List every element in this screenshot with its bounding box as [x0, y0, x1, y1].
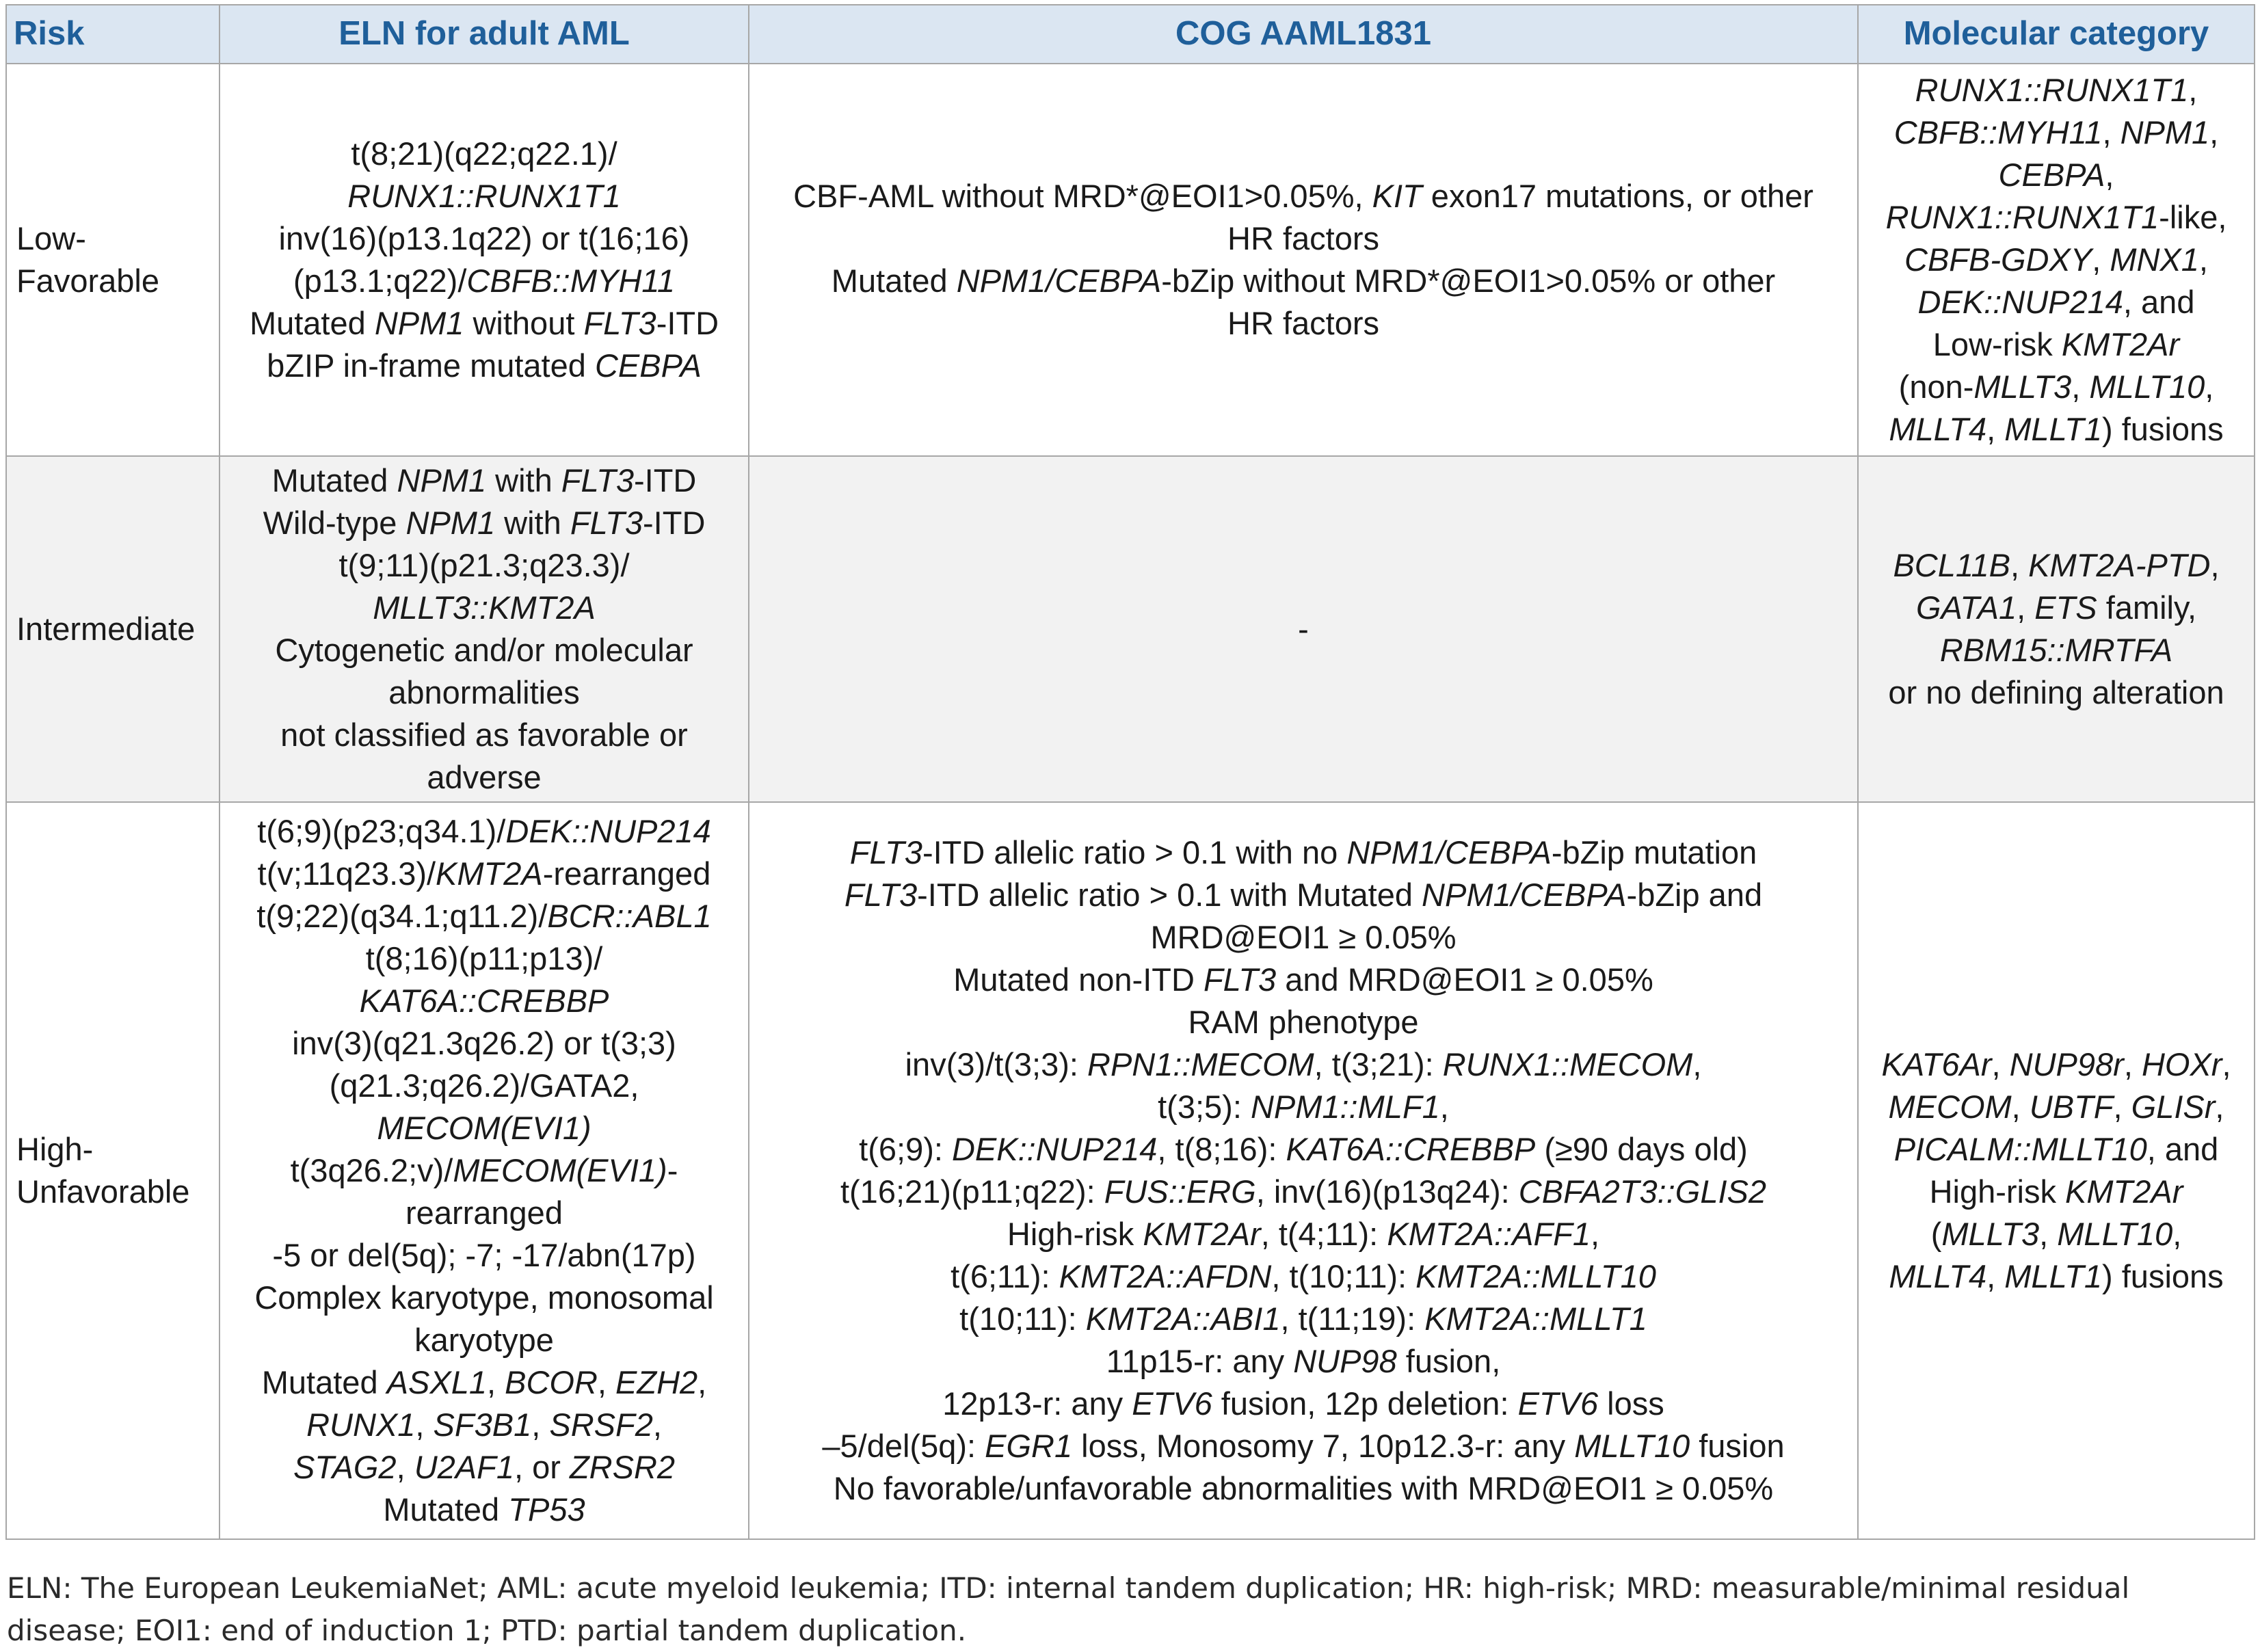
text-segment: Mutated [261, 1364, 387, 1400]
text-segment: , [1692, 1046, 1702, 1082]
text-segment: , [1991, 1046, 2010, 1082]
text-segment: loss [1598, 1385, 1664, 1422]
text-segment: , [415, 1407, 434, 1443]
cell-line [224, 260, 744, 302]
text-segment: , [486, 1364, 505, 1400]
text-segment: ) fusions [2102, 411, 2224, 447]
cell-line [224, 345, 744, 387]
gene-name: RUNX1 [306, 1407, 416, 1443]
cell-line [224, 459, 744, 502]
gene-name: CEBPA [594, 347, 702, 384]
text-segment: 12p13-r: any [942, 1385, 1132, 1422]
text-segment: –5/del(5q): [822, 1428, 985, 1464]
text-segment: (q21.3;q26.2)/GATA2, [329, 1067, 639, 1104]
gene-name: RUNX1::RUNX1T1 [347, 178, 621, 214]
gene-name: STAG2 [293, 1449, 397, 1485]
cell-line [754, 1086, 1853, 1128]
cell-line [1863, 69, 2250, 111]
molecular-cell [1858, 456, 2255, 802]
text-segment: t(6;11): [950, 1258, 1059, 1294]
text-segment: , [2011, 1089, 2030, 1125]
text-segment: (p13.1;q22)/ [293, 263, 467, 299]
gene-name: NPM1::MLF1 [1250, 1089, 1440, 1125]
cell-line [224, 1065, 744, 1107]
text-segment: t(8;16)(p11;p13)/ [365, 940, 603, 976]
text-segment: (non- [1898, 369, 1974, 405]
text-segment: Mutated [831, 263, 957, 299]
text-segment: loss, Monosomy 7, 10p12.3-r: any [1072, 1428, 1575, 1464]
gene-name: ETV6 [1132, 1385, 1212, 1422]
risk-cell [6, 802, 220, 1539]
text-segment: , and [2123, 284, 2195, 320]
text-segment: Mutated [249, 305, 375, 341]
gene-name: NUP98r [2009, 1046, 2124, 1082]
cell-line [1863, 239, 2250, 281]
gene-name: BCR::ABL1 [547, 898, 712, 934]
cell-line [1863, 196, 2250, 239]
gene-name: FUS::ERG [1104, 1173, 1256, 1210]
gene-name: CEBPA [1998, 157, 2105, 193]
gene-name: UBTF [2029, 1089, 2114, 1125]
gene-name: KAT6Ar [1881, 1046, 1992, 1082]
text-segment: , and [2146, 1131, 2219, 1167]
cell-line [224, 1319, 744, 1361]
text-segment: , t(11;19): [1280, 1301, 1425, 1337]
text-segment: or no defining alteration [1888, 674, 2224, 710]
text-segment: Wild-type [263, 505, 406, 541]
cog-cell [749, 456, 1858, 802]
text-segment: t(10;11): [959, 1301, 1086, 1337]
text-segment: fusion, [1396, 1343, 1501, 1379]
text-segment: -bZip mutation [1551, 834, 1757, 870]
cell-line [754, 1425, 1853, 1467]
text-segment: family, [2097, 589, 2197, 626]
text-segment: , [697, 1364, 707, 1400]
cell-line [224, 1022, 744, 1065]
gene-name: HOXr [2141, 1046, 2222, 1082]
header-risk: Risk [6, 5, 220, 64]
text-segment: fusion, 12p deletion: [1212, 1385, 1518, 1422]
text-segment: High-risk [1007, 1216, 1143, 1252]
text-segment: Low-risk [1932, 326, 2062, 362]
cell-line [1863, 1086, 2250, 1128]
text-segment: Intermediate [16, 611, 196, 647]
gene-name: NPM1 [397, 462, 487, 498]
cell-line [224, 853, 744, 895]
gene-name: MLLT1 [2004, 411, 2103, 447]
cell-line [754, 175, 1853, 217]
gene-name: MLLT10 [2057, 1216, 2173, 1252]
gene-name: KMT2Ar [2065, 1173, 2183, 1210]
cell-line [224, 1277, 744, 1319]
molecular-cell [1858, 64, 2255, 456]
table-row-intermediate [6, 456, 2255, 802]
gene-name: TP53 [508, 1491, 585, 1528]
cell-line [754, 1340, 1853, 1383]
gene-name: MLLT4 [1889, 411, 1987, 447]
cell-line [754, 959, 1853, 1001]
cell-line [754, 1001, 1853, 1043]
table-row-low-favorable [6, 64, 2255, 456]
text-segment: -ITD [643, 505, 706, 541]
gene-name: NPM1/CEBPA [956, 263, 1162, 299]
cell-line [224, 1192, 744, 1234]
text-segment: t(8;21)(q22;q22.1)/ [351, 135, 617, 172]
cell-line [1863, 111, 2250, 154]
gene-name: ETV6 [1517, 1385, 1599, 1422]
cell-line [1863, 1255, 2250, 1298]
text-segment: -ITD [656, 305, 719, 341]
gene-name: NPM1 [406, 505, 496, 541]
text-segment: , [2210, 547, 2220, 583]
text-segment: , [2209, 114, 2219, 150]
cell-line [224, 980, 744, 1022]
cell-line [1863, 1213, 2250, 1255]
gene-name: RPN1::MECOM [1087, 1046, 1314, 1082]
cell-line [224, 1234, 744, 1277]
text-segment: HR factors [1227, 220, 1379, 256]
cell-line [224, 217, 744, 260]
cell-line [754, 1383, 1853, 1425]
text-segment: No favorable/unfavorable abnormalities with MRD@EOI1 ≥ 0.05% [833, 1470, 1774, 1506]
text-segment: , [2172, 1216, 2182, 1252]
gene-name: NPM1/CEBPA [1346, 834, 1552, 870]
cell-line [16, 260, 215, 302]
gene-name: CBFB::MYH11 [466, 263, 676, 299]
cell-line [16, 1171, 215, 1213]
gene-name: KMT2A::MLLT10 [1415, 1258, 1656, 1294]
text-segment: , [1591, 1216, 1600, 1252]
gene-name: GLISr [2131, 1089, 2216, 1125]
cell-line [1863, 671, 2250, 714]
text-segment: -ITD allelic ratio > 0.1 with no [922, 834, 1347, 870]
text-segment: MRD@EOI1 ≥ 0.05% [1150, 919, 1457, 955]
text-segment: -ITD [634, 462, 697, 498]
text-segment: abnormalities [388, 674, 580, 710]
text-segment: , [597, 1364, 616, 1400]
cell-line [1863, 366, 2250, 408]
text-segment: , [2039, 1216, 2058, 1252]
text-segment: -bZip and [1626, 877, 1763, 913]
text-segment: inv(3)(q21.3q26.2) or t(3;3) [292, 1025, 676, 1061]
text-segment: t(3;5): [1158, 1089, 1251, 1125]
cell-line [754, 1255, 1853, 1298]
text-segment: -ITD allelic ratio > 0.1 with Mutated [917, 877, 1422, 913]
gene-name: FLT3 [849, 834, 922, 870]
text-segment: , [2105, 157, 2114, 193]
text-segment: , [2215, 1089, 2224, 1125]
cell-line [224, 1404, 744, 1446]
cell-line [1863, 587, 2250, 629]
cell-line [224, 587, 744, 629]
gene-name: KMT2Ar [1143, 1216, 1261, 1252]
cell-line [224, 502, 744, 544]
gene-name: MLLT3::KMT2A [373, 589, 596, 626]
gene-name: BCOR [505, 1364, 598, 1400]
cog-cell [749, 802, 1858, 1539]
gene-name: FLT3 [583, 305, 656, 341]
gene-name: SRSF2 [549, 1407, 653, 1443]
cell-line [1863, 629, 2250, 671]
gene-name: RUNX1::MECOM [1442, 1046, 1693, 1082]
eln-cell [220, 456, 749, 802]
text-segment: exon17 mutations, or other [1422, 178, 1813, 214]
cell-line [224, 1361, 744, 1404]
gene-name: EGR1 [985, 1428, 1073, 1464]
text-segment: CBF-AML without MRD*@EOI1>0.05%, [793, 178, 1372, 214]
table-row-high-unfavorable [6, 802, 2255, 1539]
gene-name: MLLT1 [2004, 1258, 2103, 1294]
text-segment: t(6;9)(p23;q34.1)/ [257, 813, 506, 849]
text-segment: , [2092, 241, 2110, 278]
text-segment: High-risk [1929, 1173, 2066, 1210]
risk-cell [6, 456, 220, 802]
text-segment: , [1986, 1258, 2005, 1294]
gene-name: RUNX1::RUNX1T1 [1915, 72, 2189, 108]
gene-name: EZH2 [615, 1364, 698, 1400]
cell-line [224, 714, 744, 756]
text-segment: , [652, 1407, 662, 1443]
gene-name: MECOM [1888, 1089, 2012, 1125]
table-header-row [6, 5, 2255, 64]
text-segment: , [1439, 1089, 1449, 1125]
text-segment: Favorable [16, 263, 159, 299]
text-segment: , t(3;21): [1314, 1046, 1443, 1082]
gene-name: FLT3 [570, 505, 643, 541]
gene-name: KIT [1372, 178, 1422, 214]
gene-name: BCL11B [1893, 547, 2011, 583]
text-segment: with [495, 505, 570, 541]
text-segment: , [531, 1407, 550, 1443]
gene-name: GATA1 [1915, 589, 2017, 626]
gene-name: SF3B1 [433, 1407, 532, 1443]
text-segment: inv(3)/t(3;3): [905, 1046, 1088, 1082]
cell-line [754, 874, 1853, 916]
gene-name: RBM15::MRTFA [1939, 632, 2173, 668]
text-segment: Mutated [383, 1491, 509, 1528]
text-segment: -rearranged [542, 855, 711, 892]
text-segment: , [2222, 1046, 2231, 1082]
text-segment: , [2102, 114, 2121, 150]
gene-name: MLLT3 [1973, 369, 2072, 405]
cell-line [754, 1043, 1853, 1086]
cell-line [224, 895, 744, 937]
gene-name: KMT2Ar [2061, 326, 2180, 362]
cell-line [754, 1171, 1853, 1213]
cell-line [754, 1213, 1853, 1255]
text-segment: with [486, 462, 561, 498]
text-segment: , or [514, 1449, 570, 1485]
text-segment: , [2010, 547, 2029, 583]
gene-name: MLLT4 [1889, 1258, 1987, 1294]
cell-line [16, 1128, 215, 1171]
gene-name: RUNX1::RUNX1T1 [1885, 199, 2159, 235]
text-segment: t(9;22)(q34.1;q11.2)/ [256, 898, 548, 934]
text-segment: t(v;11q23.3)/ [257, 855, 436, 892]
gene-name: U2AF1 [414, 1449, 514, 1485]
gene-name: ZRSR2 [569, 1449, 676, 1485]
gene-name: DEK::NUP214 [951, 1131, 1158, 1167]
cell-line [1863, 1043, 2250, 1086]
table-footnote: ELN: The European LeukemiaNet; AML: acute myeloid leukemia; ITD: internal tandem duplication; HR: high-risk; MRD: measurable/minimal residual disease; EOI1: end of induction 1; PTD: partial tandem duplication. [7, 1571, 2130, 1647]
cell-line [754, 260, 1853, 302]
text-segment: , [2017, 589, 2035, 626]
text-segment: HR factors [1227, 305, 1379, 341]
text-segment: , [2198, 241, 2208, 278]
gene-name: MLLT3 [1941, 1216, 2040, 1252]
text-segment: High- [16, 1131, 94, 1167]
gene-name: FLT3 [844, 877, 918, 913]
text-segment: Mutated non-ITD [953, 961, 1204, 998]
cell-line [224, 937, 744, 980]
cell-line [754, 302, 1853, 345]
gene-name: CBFA2T3::GLIS2 [1518, 1173, 1767, 1210]
text-segment: Cytogenetic and/or molecular [275, 632, 693, 668]
cell-line [1863, 408, 2250, 451]
text-segment: without [464, 305, 584, 341]
text-segment: fusion [1690, 1428, 1785, 1464]
text-segment: Low- [16, 220, 86, 256]
cell-line [224, 1489, 744, 1531]
gene-name: KMT2A::MLLT1 [1424, 1301, 1647, 1337]
text-segment: , t(4;11): [1260, 1216, 1387, 1252]
gene-name: CBFB-GDXY [1904, 241, 2092, 278]
cell-line [1863, 544, 2250, 587]
text-segment: , [2123, 1046, 2142, 1082]
text-segment: ( [1930, 1216, 1942, 1252]
gene-name: MLLT10 [1574, 1428, 1690, 1464]
text-segment: -5 or del(5q); -7; -17/abn(17p) [272, 1237, 696, 1273]
cell-line [16, 608, 215, 650]
gene-name: KAT6A::CREBBP [359, 983, 609, 1019]
gene-name: KAT6A::CREBBP [1286, 1131, 1536, 1167]
text-segment: , [1986, 411, 2005, 447]
text-segment: inv(16)(p13.1q22) or t(16;16) [278, 220, 690, 256]
text-segment: t(3q26.2;v)/ [290, 1152, 453, 1188]
text-segment: Complex karyotype, monosomal [254, 1279, 714, 1316]
text-segment: - [1298, 611, 1309, 647]
gene-name: NPM1 [2120, 114, 2210, 150]
text-segment: , [2113, 1089, 2131, 1125]
text-segment: , t(10;11): [1271, 1258, 1416, 1294]
cell-line [16, 217, 215, 260]
gene-name: KMT2A::AFF1 [1387, 1216, 1591, 1252]
text-segment: 11p15-r: any [1106, 1343, 1294, 1379]
gene-name: KMT2A::AFDN [1059, 1258, 1272, 1294]
gene-name: ASXL1 [386, 1364, 487, 1400]
cell-line [1863, 1128, 2250, 1171]
cell-line [754, 831, 1853, 874]
text-segment: (≥90 days old) [1535, 1131, 1748, 1167]
gene-name: NUP98 [1293, 1343, 1397, 1379]
cell-line [754, 916, 1853, 959]
text-segment: rearranged [406, 1195, 563, 1231]
gene-name: DEK::NUP214 [505, 813, 711, 849]
text-segment: , [2188, 72, 2198, 108]
cell-line [224, 756, 744, 799]
eln-cell [220, 64, 749, 456]
text-segment: Mutated [271, 462, 397, 498]
cell-line [1863, 1171, 2250, 1213]
text-segment: ) fusions [2102, 1258, 2224, 1294]
cell-line [224, 1446, 744, 1489]
text-segment: , inv(16)(p13q24): [1255, 1173, 1519, 1210]
cell-line [1863, 323, 2250, 366]
cell-line [224, 671, 744, 714]
molecular-cell [1858, 802, 2255, 1539]
text-segment: t(6;9): [859, 1131, 952, 1167]
cell-line [754, 1128, 1853, 1171]
cell-line [224, 629, 744, 671]
text-segment: not classified as favorable or [280, 717, 688, 753]
header-cog: COG AAML1831 [749, 5, 1858, 64]
text-segment: t(9;11)(p21.3;q23.3)/ [338, 547, 630, 583]
gene-name: ETS [2034, 589, 2097, 626]
cell-line [224, 175, 744, 217]
gene-name: FLT3 [561, 462, 635, 498]
text-segment: , [396, 1449, 414, 1485]
text-segment: - [667, 1152, 678, 1188]
gene-name: KMT2A::ABI1 [1085, 1301, 1281, 1337]
gene-name: KMT2A-PTD [2028, 547, 2211, 583]
cell-line [754, 1298, 1853, 1340]
cog-cell [749, 64, 1858, 456]
gene-name: FLT3 [1203, 961, 1277, 998]
text-segment: RAM phenotype [1188, 1004, 1419, 1040]
eln-cell [220, 802, 749, 1539]
gene-name: MECOM(EVI1) [377, 1110, 591, 1146]
gene-name: DEK::NUP214 [1917, 284, 2123, 320]
gene-name: NPM1 [374, 305, 464, 341]
text-segment: Unfavorable [16, 1173, 190, 1210]
text-segment: and MRD@EOI1 ≥ 0.05% [1276, 961, 1653, 998]
cell-line [754, 217, 1853, 260]
text-segment: , [2205, 369, 2214, 405]
text-segment: karyotype [414, 1322, 554, 1358]
cell-line [224, 810, 744, 853]
text-segment: t(16;21)(p11;q22): [840, 1173, 1104, 1210]
risk-classification-table [5, 4, 2255, 1540]
gene-name: CBFB::MYH11 [1893, 114, 2103, 150]
cell-line [224, 1107, 744, 1149]
text-segment: -like, [2159, 199, 2227, 235]
cell-line [224, 133, 744, 175]
text-segment: -bZip without MRD*@EOI1>0.05% or other [1161, 263, 1776, 299]
cell-line [1863, 281, 2250, 323]
cell-line [224, 544, 744, 587]
risk-cell [6, 64, 220, 456]
header-molecular-category: Molecular category [1858, 5, 2255, 64]
text-segment: , [2071, 369, 2090, 405]
cell-line [1863, 154, 2250, 196]
gene-name: KMT2A [436, 855, 543, 892]
text-segment: bZIP in-frame mutated [267, 347, 595, 384]
gene-name: PICALM::MLLT10 [1893, 1131, 2147, 1167]
gene-name: MECOM(EVI1) [453, 1152, 667, 1188]
cell-line [754, 1467, 1853, 1510]
gene-name: NPM1/CEBPA [1422, 877, 1627, 913]
text-segment: , t(8;16): [1157, 1131, 1286, 1167]
cell-line [224, 1149, 744, 1192]
cell-line [754, 608, 1853, 650]
cell-line [224, 302, 744, 345]
gene-name: MLLT10 [2089, 369, 2205, 405]
gene-name: MNX1 [2110, 241, 2199, 278]
text-segment: adverse [427, 759, 542, 795]
header-eln: ELN for adult AML [220, 5, 749, 64]
